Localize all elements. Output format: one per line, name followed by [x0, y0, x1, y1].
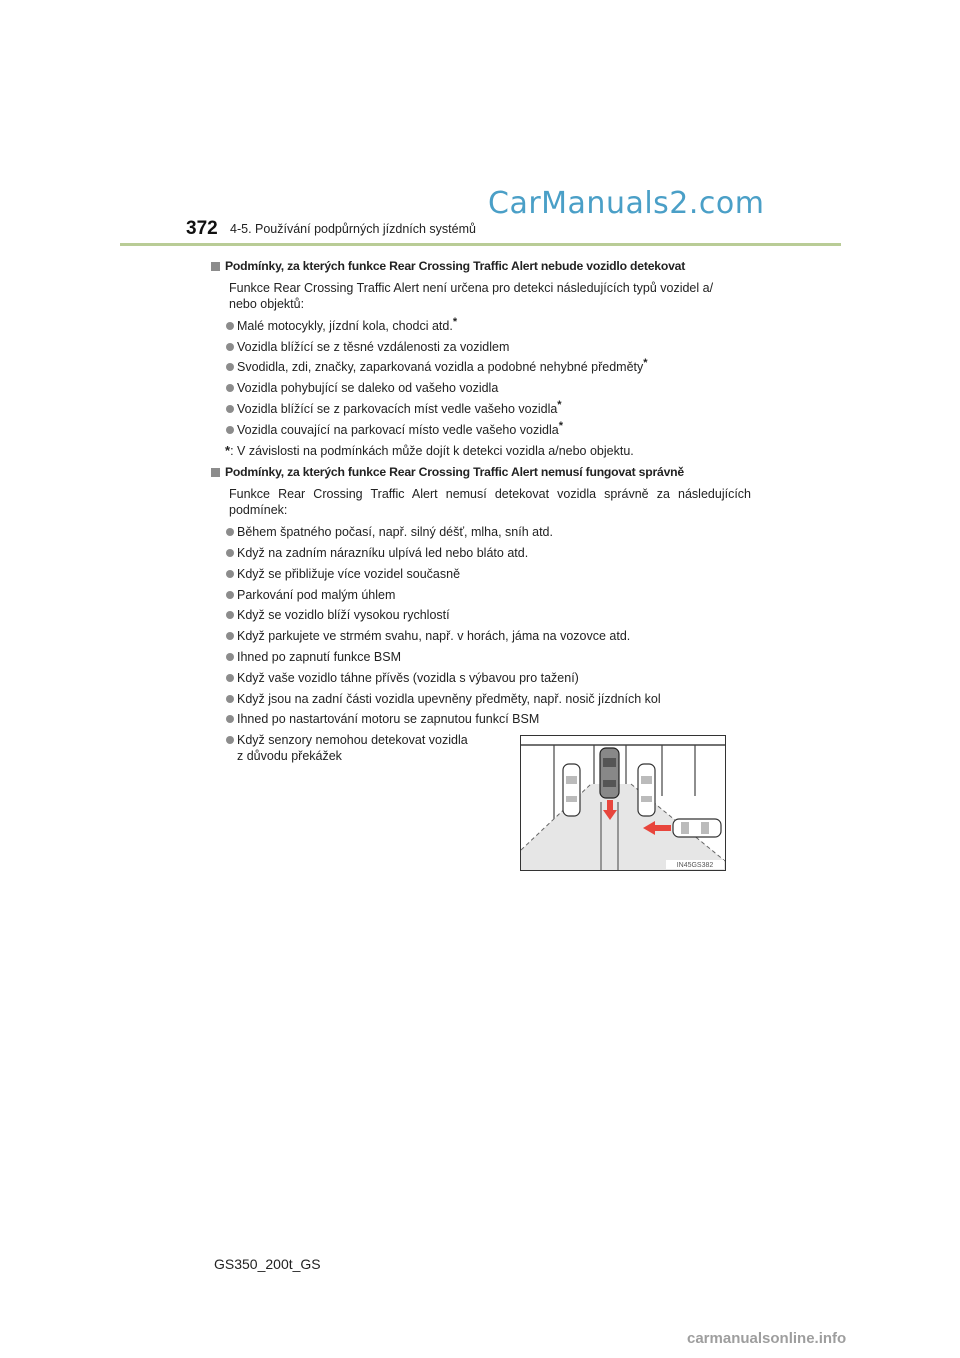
section2-list: [211, 522, 751, 730]
list-item: [211, 316, 751, 337]
round-bullet-icon: [226, 363, 234, 371]
round-bullet-icon: [226, 322, 234, 330]
footnote-mark: *: [225, 442, 231, 458]
list-item: [211, 668, 751, 689]
list-item: [211, 564, 751, 585]
parking-lot-illustration: [521, 736, 725, 870]
list-item: [211, 420, 751, 441]
section1-intro: [211, 280, 751, 312]
section1-intro-line2: nebo objektů:: [229, 296, 305, 311]
round-bullet-icon: [226, 611, 234, 619]
round-bullet-icon: [226, 549, 234, 557]
list-item: [211, 585, 751, 606]
list-item-text: Svodidla, zdi, značky, zaparkovaná vozidla a podobné nehybné předměty: [237, 360, 644, 375]
list-item-text: Když parkujete ve strmém svahu, např. v horách, jáma na vozovce atd.: [237, 629, 631, 644]
asterisk-mark: *: [452, 315, 458, 328]
footnote-text: : V závislosti na podmínkách může dojít k detekci vozidla a/nebo objektu.: [230, 443, 634, 458]
round-bullet-icon: [226, 674, 234, 682]
round-bullet-icon: [226, 343, 234, 351]
list-item: [211, 689, 751, 710]
footnote: [211, 441, 751, 462]
carmanualsonline-watermark: carmanualsonline.info: [687, 1330, 847, 1347]
list-item: [211, 378, 751, 399]
asterisk-mark: *: [643, 357, 648, 370]
section1-heading-text: Podmínky, za kterých funkce Rear Crossing Traffic Alert nebude vozidlo detekovat: [225, 259, 686, 273]
section1-list: [211, 316, 751, 441]
round-bullet-icon: [226, 426, 234, 434]
round-bullet-icon: [226, 653, 234, 661]
carmanuals-watermark: CarManuals2.com: [488, 186, 765, 221]
footer-model: GS350_200t_GS: [214, 1256, 321, 1272]
list-item: [211, 337, 751, 358]
list-item-text: Vozidla blížící se z parkovacích míst vedle vašeho vozidla: [237, 401, 558, 416]
list-item: [211, 522, 751, 543]
list-item-text: Parkování pod malým úhlem: [237, 587, 396, 602]
parked-car-right: [638, 764, 655, 816]
section2-intro: [211, 486, 751, 518]
asterisk-mark: *: [557, 398, 562, 411]
list-item-text: Když se vozidlo blíží vysokou rychlostí: [237, 608, 450, 623]
last-item-line1: Když senzory nemohou detekovat vozidla: [237, 733, 468, 747]
list-item: [211, 626, 751, 647]
square-bullet-icon: [211, 262, 220, 271]
list-item-text: Když se přibližuje více vozidel současně: [237, 566, 461, 581]
list-item-text: Malé motocykly, jízdní kola, chodci atd.: [237, 318, 453, 333]
list-item-text: Vozidla couvající na parkovací místo vedle vašeho vozidla: [237, 422, 559, 437]
round-bullet-icon: [226, 384, 234, 392]
section2-intro-line1: Funkce Rear Crossing Traffic Alert nemusí detekovat vozidla správně za následujících: [229, 487, 751, 502]
section1-intro-line1: Funkce Rear Crossing Traffic Alert není určena pro detekci následujících typů vozidel a/: [229, 280, 714, 295]
round-bullet-icon: [226, 632, 234, 640]
approaching-car: [673, 819, 721, 837]
section2-intro-line2: podmínek:: [229, 503, 288, 518]
last-item-line2: z důvodu překážek: [237, 749, 342, 763]
list-item-text: Když vaše vozidlo táhne přívěs (vozidla s výbavou pro tažení): [237, 670, 579, 685]
page-content: [211, 254, 751, 730]
section2-heading: [211, 462, 751, 483]
list-item-text: Ihned po zapnutí funkce BSM: [237, 649, 401, 664]
list-item: [211, 357, 751, 378]
round-bullet-icon: [226, 570, 234, 578]
own-car: [600, 748, 619, 798]
round-bullet-icon: [226, 528, 234, 536]
list-item-text: Když jsou na zadní části vozidla upevněny předměty, např. nosič jízdních kol: [237, 691, 661, 706]
section-title: 4-5. Používání podpůrných jízdních systémů: [230, 222, 476, 236]
list-item-last: [237, 732, 507, 764]
list-item: [211, 399, 751, 420]
list-item-text: Když na zadním nárazníku ulpívá led nebo bláto atd.: [237, 545, 529, 560]
round-bullet-icon: [226, 736, 234, 744]
square-bullet-icon: [211, 468, 220, 477]
figure-code: IN45GS382: [676, 862, 714, 869]
round-bullet-icon: [226, 695, 234, 703]
list-item: [211, 605, 751, 626]
list-item-text: Vozidla pohybující se daleko od vašeho vozidla: [237, 381, 499, 396]
list-item-text: Ihned po nastartování motoru se zapnutou funkcí BSM: [237, 712, 540, 727]
page-number: 372: [186, 218, 218, 239]
list-item-text: Vozidla blížící se z těsné vzdálenosti za vozidlem: [237, 339, 510, 354]
round-bullet-icon: [226, 591, 234, 599]
list-item-text: Během špatného počasí, např. silný déšť, mlha, sníh atd.: [237, 525, 553, 540]
section1-heading: [211, 256, 751, 277]
asterisk-mark: *: [558, 419, 563, 432]
parking-sensor-figure: [520, 735, 726, 871]
list-item: [211, 709, 751, 730]
section2-heading-text: Podmínky, za kterých funkce Rear Crossing Traffic Alert nemusí fungovat správně: [225, 465, 684, 480]
header-divider: [120, 243, 841, 246]
round-bullet-icon: [226, 715, 234, 723]
list-item: [211, 647, 751, 668]
round-bullet-icon: [226, 405, 234, 413]
list-item: [211, 543, 751, 564]
parked-car-left: [563, 764, 580, 816]
